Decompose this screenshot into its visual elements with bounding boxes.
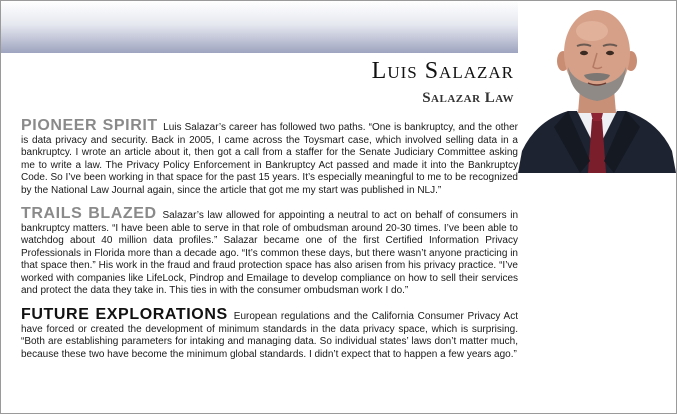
section-future-explorations: [21, 306, 518, 361]
section-pioneer-spirit: [21, 117, 519, 197]
person-name: Luis Salazar: [371, 58, 514, 84]
section-body: European regulations and the California Consumer Privacy Act have forced or created the development of minimum standards in the data privacy space, which is surprising. “Both are establishing parameters for intaking and managing data. So individual states’ laws don’t matter much, because these two have become the minimum global standards. I didn’t expect that to happen a few years ago.”: [21, 311, 518, 360]
section-body: Luis Salazar’s career has followed two paths. “One is bankruptcy, and the other is data privacy and security. Back in 2005, I came across the Toysmart case, which involved selling data in a bankruptcy. I wrote an article about it, then got a call from a staffer for the Senate Judiciary Committee asking me to write a law. The Privacy Policy Enforcement in Bankruptcy Act passed and made it into the Bankruptcy Code. So I’ve been working in that space for the past 15 years. It’s especially meaningful to me to be recognized by the National Law Journal again, since the article that got me my start was published in NLJ.”: [21, 122, 519, 196]
section-heading: TRAILS BLAZED: [21, 205, 163, 222]
section-heading: PIONEER SPIRIT: [21, 117, 164, 134]
portrait-photo: [518, 1, 676, 173]
firm-name: Salazar Law: [422, 90, 514, 106]
section-heading: FUTURE EXPLORATIONS: [21, 306, 234, 323]
section-trails-blazed: [21, 205, 519, 298]
section-body: Salazar’s law allowed for appointing a neutral to act on behalf of consumers in bankruptcy matters. “I have been able to serve in that role of ombudsman around 20-30 times. I’ve been able to watchdog about 40 million data profiles.” Salazar became one of the first Certified Information Privacy Professionals in Florida more than a decade ago. “It’s common these days, but there wasn’t anyone practicing in that space then.” His work in the fraud and fraud protection space has also arisen from his privacy practice. “I’ve worked with companies like LifeLock, Pindrop and Emailage to develop compliance on how to sell their services and protect the data they take in. This ties in with the consumer ombudsman work I do.”: [21, 210, 519, 296]
portrait-photo-icon: [518, 1, 676, 173]
header-gradient-band: [1, 1, 518, 53]
